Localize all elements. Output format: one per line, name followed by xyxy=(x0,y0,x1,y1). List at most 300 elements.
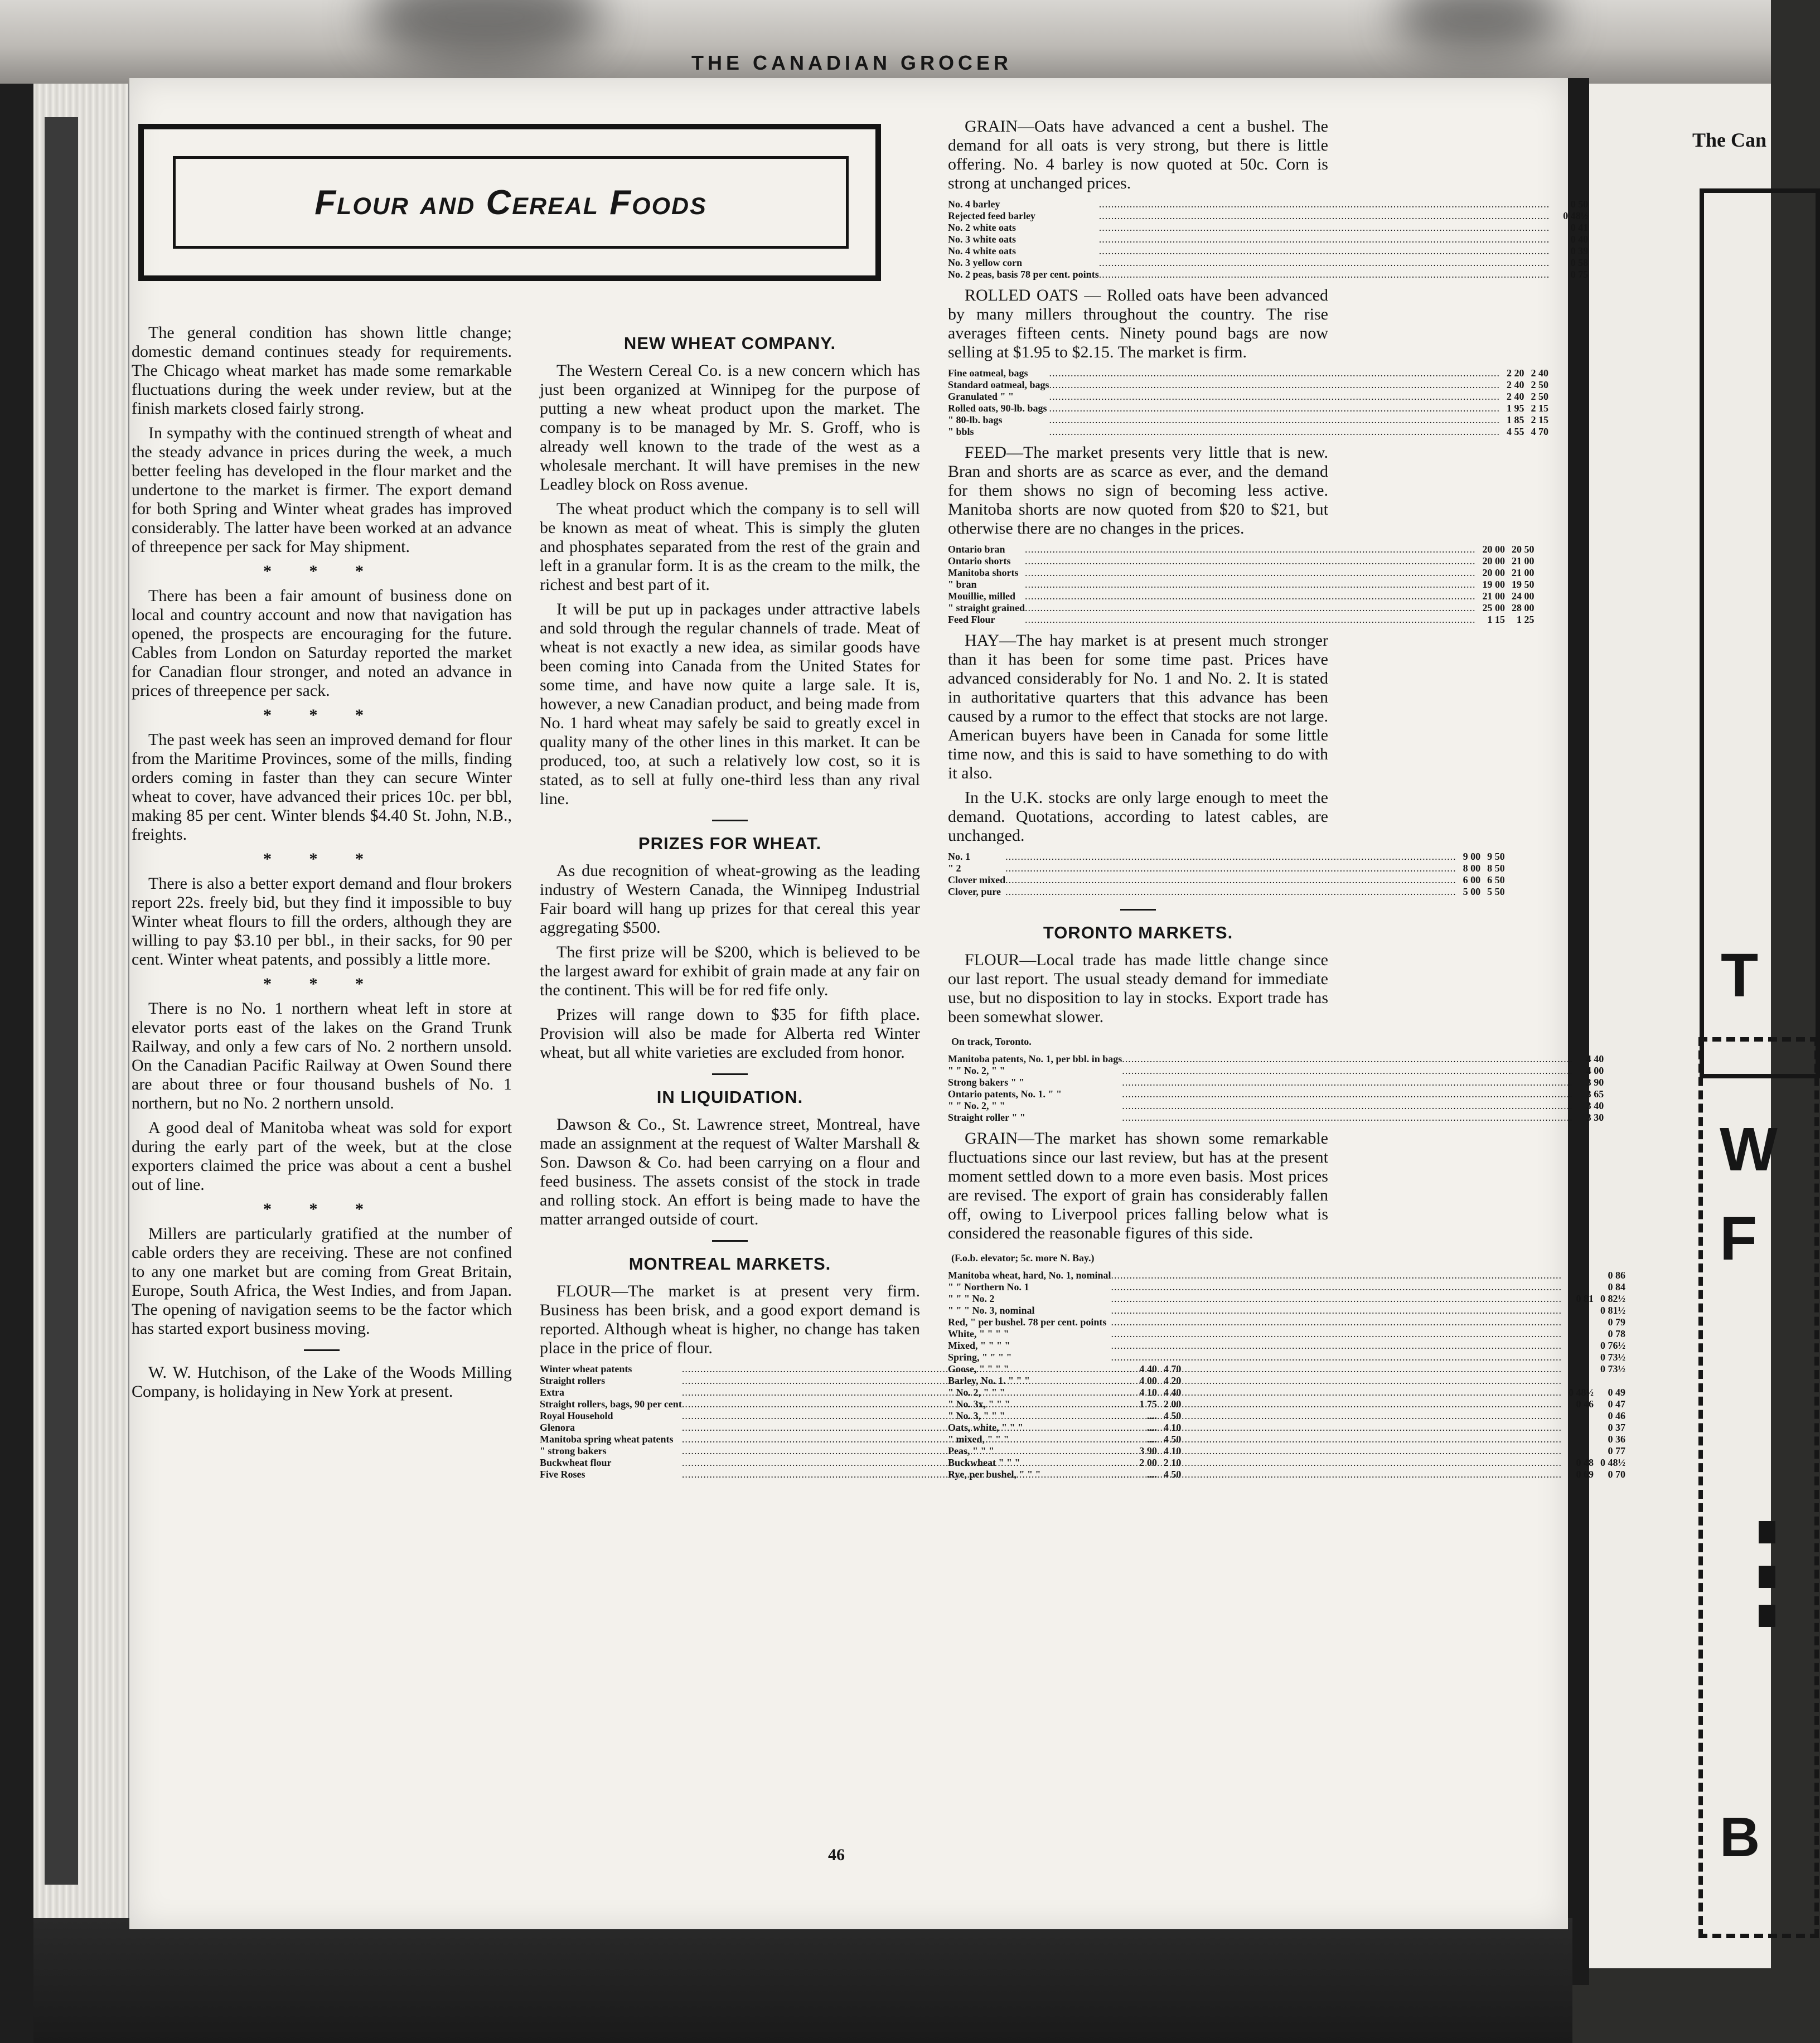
leader-dots xyxy=(1049,379,1500,391)
book-spine xyxy=(0,84,33,2043)
price-row xyxy=(948,1270,1625,1281)
article-heading: PRIZES FOR WHEAT. xyxy=(638,834,822,853)
price-high: 4 20 xyxy=(1163,1375,1182,1386)
price-high: 4 70 xyxy=(1531,426,1549,437)
price-high: 0 79 xyxy=(1608,1316,1626,1328)
price-high: 0 73½ xyxy=(1600,1352,1626,1363)
item-name: Manitoba wheat, hard, No. 1, nominal xyxy=(948,1270,1111,1281)
leader-dots xyxy=(1049,426,1500,438)
item-name: " " Northern No. 1 xyxy=(948,1281,1029,1292)
section-title: Flour and Cereal Foods xyxy=(314,183,707,222)
leader-dots xyxy=(1099,257,1550,269)
leader-dots xyxy=(1111,1270,1562,1281)
item-name: " " " No. 2 xyxy=(948,1293,995,1304)
price-low: 4 00 xyxy=(1139,1375,1157,1386)
scan-shadow xyxy=(368,0,602,67)
item-name: No. 4 barley xyxy=(948,199,1000,210)
price-high: 24 00 xyxy=(1512,590,1535,602)
paragraph: There is also a better export demand and flour brokers report 22s. freely bid, but they find it impossible to buy Winter wheat flours to fill the orders, although they are willing to pay $3.10 per bbl., in their sacks, for 90 per cent. Winter wheat patents, and possibly a little more. xyxy=(132,874,512,969)
price-high: 0 47 xyxy=(1608,1398,1626,1410)
price-low: 8 00 xyxy=(1463,863,1481,874)
leader-dots xyxy=(1122,1077,1573,1088)
price-row xyxy=(948,1352,1625,1363)
price-high: 0 76½ xyxy=(1600,1340,1626,1351)
item-name: " No. 2, " " " xyxy=(948,1387,1005,1398)
price-row xyxy=(948,1340,1625,1352)
price-high: 0 40 xyxy=(1570,234,1589,245)
separator-rule xyxy=(712,1073,748,1075)
price-row xyxy=(948,199,1588,210)
price-high: 8 50 xyxy=(1487,863,1505,874)
price-high: 0 49 xyxy=(1608,1387,1626,1398)
price-high: 3 65 xyxy=(1586,1088,1604,1100)
leader-dots xyxy=(1111,1445,1562,1457)
item-name: " mixed, " " " xyxy=(948,1434,1009,1445)
price-low xyxy=(1562,1410,1594,1422)
item-name: Manitoba patents, No. 1, per bbl. in bags xyxy=(948,1053,1122,1064)
price-low: 0 48 xyxy=(1576,1457,1594,1468)
price-high: 4 50 xyxy=(1163,1469,1182,1480)
separator-rule xyxy=(712,820,748,821)
leader-dots xyxy=(1111,1352,1562,1363)
item-name: Straight rollers, bags, 90 per cent xyxy=(540,1398,682,1410)
price-low: 19 00 xyxy=(1482,579,1505,590)
leader-dots xyxy=(1111,1281,1562,1293)
price-low: .... xyxy=(1146,1469,1157,1480)
price-high: 4 50 xyxy=(1163,1410,1182,1421)
section-separator: * * * xyxy=(263,706,380,724)
price-row xyxy=(948,567,1535,579)
price-high: 4 40 xyxy=(1586,1053,1604,1064)
price-low: 25 00 xyxy=(1482,602,1505,613)
paragraph: W. W. Hutchison, of the Lake of the Woods Milling Company, is holidaying in New York at present. xyxy=(132,1363,512,1401)
price-low: 0 46 xyxy=(1576,1398,1594,1410)
leader-dots xyxy=(1025,602,1476,614)
price-high: 0 41 xyxy=(1570,222,1589,233)
price-high: 0 84 xyxy=(1608,1281,1626,1292)
scanner-bottom xyxy=(33,1918,1572,2043)
price-row xyxy=(948,602,1535,614)
item-name: No. 2 peas, basis 78 per cent. points xyxy=(948,269,1099,280)
price-high: 4 40 xyxy=(1163,1387,1182,1398)
price-high: 0 46 xyxy=(1608,1410,1626,1421)
price-low xyxy=(1562,1422,1594,1434)
price-row xyxy=(948,245,1588,257)
price-row xyxy=(948,1434,1625,1445)
price-high: 0 73½ xyxy=(1600,1363,1626,1374)
price-low xyxy=(1550,199,1556,210)
price-high: 2 50 xyxy=(1531,391,1549,402)
price-table xyxy=(948,851,1505,898)
price-high: 0 39 xyxy=(1570,245,1589,256)
price-low xyxy=(1550,257,1556,269)
price-high: 0 78 xyxy=(1608,1328,1626,1339)
facing-page xyxy=(1589,84,1778,1968)
item-name: Oats, white, " " " xyxy=(948,1422,1023,1433)
section-title-inner-frame xyxy=(173,156,849,249)
price-row xyxy=(948,874,1505,886)
item-name: " bran xyxy=(948,579,977,590)
price-low xyxy=(1562,1434,1594,1445)
price-high xyxy=(1594,1375,1625,1387)
price-row xyxy=(948,1077,1604,1088)
price-low xyxy=(1562,1445,1594,1457)
price-high: 0 82½ xyxy=(1600,1293,1626,1304)
price-table xyxy=(948,1270,1625,1480)
paragraph: Prizes will range down to $35 for fifth place. Provision will also be made for Alberta red Winter wheat, but all white varieties are excluded from honor. xyxy=(540,1005,920,1062)
price-row xyxy=(948,863,1505,874)
price-high: 3 90 xyxy=(1586,1077,1604,1088)
facing-ad-letter: W xyxy=(1720,1115,1778,1184)
leader-dots xyxy=(1099,269,1550,280)
separator-rule xyxy=(1120,909,1156,911)
price-low: 9 00 xyxy=(1463,851,1481,862)
paragraph: There is no No. 1 northern wheat left in store at elevator ports east of the lakes on the Grand Trunk Railway, and only a few cars of No. 2 northern unsold. On the Canadian Pacific Railway at Owen Sound there are about three or four thousand bushels of No. 1 northern, but no No. 2 northern unsold. xyxy=(132,999,512,1112)
price-low: 4 55 xyxy=(1507,426,1524,437)
leader-dots xyxy=(1099,234,1550,245)
price-low: 4 40 xyxy=(1139,1363,1157,1374)
leader-dots xyxy=(1049,403,1500,414)
price-high: 4 50 xyxy=(1163,1434,1182,1445)
separator-rule xyxy=(304,1349,340,1351)
price-row xyxy=(948,210,1588,222)
book-gutter xyxy=(1568,78,1589,1985)
price-low: 0 48½ xyxy=(1569,1387,1594,1398)
item-name: White, " " " " xyxy=(948,1328,1009,1339)
facing-ad-letter: B xyxy=(1720,1806,1760,1868)
price-high: 4 00 xyxy=(1586,1065,1604,1076)
price-low: 3 90 xyxy=(1139,1445,1157,1456)
page-number: 46 xyxy=(828,1846,845,1864)
price-low: .... xyxy=(1146,1410,1157,1421)
price-row xyxy=(948,414,1548,426)
leader-dots xyxy=(1111,1410,1562,1422)
price-row xyxy=(948,1422,1625,1434)
item-name: Extra xyxy=(540,1387,564,1398)
price-low xyxy=(1550,210,1556,222)
leader-dots xyxy=(1111,1293,1562,1305)
item-name: No. 3 yellow corn xyxy=(948,257,1022,268)
page-stack-edge xyxy=(33,84,129,1918)
price-low xyxy=(1573,1065,1580,1077)
price-low: 21 00 xyxy=(1482,590,1505,602)
price-low xyxy=(1550,222,1556,234)
column-1 xyxy=(132,323,512,1407)
price-high: 0 37 xyxy=(1608,1422,1626,1433)
price-table xyxy=(948,367,1548,438)
leader-dots xyxy=(1111,1340,1562,1352)
paragraph: The past week has seen an improved demand for flour from the Maritime Provinces, some of the mills, finding orders coming in faster than they can secure Winter wheat to cover, have advanced their prices 10c. per bbl, making 85 per cent. Winter blends $4.40 St. John, N.B., freights. xyxy=(132,730,512,844)
leader-dots xyxy=(1025,614,1476,626)
item-name: Five Roses xyxy=(540,1469,585,1480)
leader-dots xyxy=(1111,1363,1562,1375)
price-row xyxy=(948,851,1505,863)
item-name: Fine oatmeal, bags xyxy=(948,367,1028,379)
item-name: " strong bakers xyxy=(540,1445,607,1456)
paragraph: There has been a fair amount of business done on local and country account and now that navigation has opened, the prospects are encouraging for the future. Cables from London on Saturday reported the market for Canadian flour stronger, and noted an advance in prices of threepence per sack. xyxy=(132,587,512,700)
price-low xyxy=(1562,1352,1594,1363)
price-high: 2 40 xyxy=(1531,367,1549,379)
paragraph: In sympathy with the continued strength of wheat and the steady advance in prices during the week, a much better feeling has developed in the flour market and the undertone to the market is firmer. The export demand for both Spring and Winter wheat grades has improved considerably. The latter have been worked at an advance of threepence per sack for May shipment. xyxy=(132,424,512,556)
price-high: 19 50 xyxy=(1512,579,1535,590)
item-name: Spring, " " " " xyxy=(948,1352,1012,1363)
price-high: 4 70 xyxy=(1163,1363,1182,1374)
price-high: 2 15 xyxy=(1531,403,1549,414)
price-row xyxy=(948,1457,1625,1469)
item-name: Rolled oats, 90-lb. bags xyxy=(948,403,1047,414)
item-name: Glenora xyxy=(540,1422,575,1433)
paragraph: Dawson & Co., St. Lawrence street, Montreal, have made an assignment at the request of Walter Marshall & Son. Dawson & Co. had been carrying on a flour and feed business. The assets consist of the stock in trade and rolling stock. An effort is being made to have the matter arranged outside of court. xyxy=(540,1115,920,1228)
price-table xyxy=(948,1053,1604,1124)
facing-ad-box xyxy=(1700,188,1820,1078)
price-row xyxy=(948,257,1588,269)
section-title-box xyxy=(138,124,881,281)
price-high: 2 00 xyxy=(1163,1398,1182,1410)
price-row xyxy=(948,590,1535,602)
leader-dots xyxy=(1111,1387,1562,1398)
paragraph: FEED—The market presents very little that is new. Bran and shorts are as scarce as ever, and the demand for them shows no sign of becoming less active. Manitoba shorts are now quoted from $20 to $21, but otherwise there are no changes in the prices. xyxy=(948,443,1328,538)
price-row xyxy=(948,1363,1625,1375)
price-table xyxy=(948,544,1535,626)
column-3 xyxy=(948,117,1626,1486)
paragraph: The Western Cereal Co. is a new concern which has just been organized at Winnipeg for the purpose of putting a new wheat product upon the market. The company is to be managed by Mr. S. Groff, who is already well known to the trade of the west as a wholesale merchant. It will have premises in the new Leadley block on Ross avenue. xyxy=(540,361,920,493)
item-name: " " " No. 3, nominal xyxy=(948,1305,1035,1316)
facing-ad-dashed-box xyxy=(1698,1037,1819,1938)
price-high: 3 40 xyxy=(1586,1100,1604,1111)
paragraph: The first prize will be $200, which is believed to be the largest award for exhibit of grain made at any fair on the continent. This will be for red fife only. xyxy=(540,943,920,999)
leader-dots xyxy=(1049,414,1500,426)
leader-dots xyxy=(1099,245,1550,257)
item-name: No. 3 white oats xyxy=(948,234,1016,245)
paragraph: FLOUR—Local trade has made little change since our last report. The usual steady demand for immediate use, but no disposition to lay in stocks. Export trade has been somewhat slower. xyxy=(948,951,1328,1026)
price-high: 0 48½ xyxy=(1563,210,1589,221)
article-heading: NEW WHEAT COMPANY. xyxy=(623,333,836,353)
leader-dots xyxy=(1005,851,1456,863)
leader-dots xyxy=(1111,1398,1562,1410)
item-name: " " No. 2, " " xyxy=(948,1065,1005,1076)
item-name: Standard oatmeal, bags xyxy=(948,379,1049,390)
price-row xyxy=(948,544,1535,555)
price-row xyxy=(948,1375,1625,1387)
leader-dots xyxy=(1111,1328,1562,1340)
item-name: Mouillie, milled xyxy=(948,590,1015,602)
price-row xyxy=(948,1445,1625,1457)
price-row xyxy=(948,426,1548,438)
price-low: 20 00 xyxy=(1482,567,1505,578)
item-name: Red, " per bushel. 78 per cent. points xyxy=(948,1316,1107,1328)
price-row xyxy=(948,379,1548,391)
facing-ad-letter: T xyxy=(1721,941,1759,1010)
item-name: Clover mixed xyxy=(948,874,1006,885)
price-low: 5 00 xyxy=(1463,886,1481,897)
price-low xyxy=(1550,234,1556,245)
leader-dots xyxy=(1111,1305,1562,1316)
price-low: 2 00 xyxy=(1139,1457,1157,1468)
item-name: " 80-lb. bags xyxy=(948,414,1003,425)
price-low: .... xyxy=(1146,1422,1157,1433)
section-separator: * * * xyxy=(263,562,380,580)
paragraph: HAY—The hay market is at present much stronger than it has been for some time past. Prices have advanced considerably for No. 1 and No. 2. It is stated in authoritative quarters that this advance has been caused by a rumor to the effect that stocks are not large. American buyers have been in Canada for some little time now, and this is said to have something to do with it also. xyxy=(948,631,1328,782)
item-name: Manitoba shorts xyxy=(948,567,1019,578)
price-row xyxy=(948,1100,1604,1112)
price-low xyxy=(1562,1316,1594,1328)
price-low xyxy=(1573,1100,1580,1112)
price-high: 3 30 xyxy=(1586,1112,1604,1123)
price-row xyxy=(948,1281,1625,1293)
facing-ad-fragment xyxy=(1759,1521,1775,1543)
leader-dots xyxy=(1111,1316,1562,1328)
price-high: 9 50 xyxy=(1487,851,1505,862)
leader-dots xyxy=(1049,391,1500,403)
leader-dots xyxy=(1111,1469,1562,1480)
price-row xyxy=(948,555,1535,567)
leader-dots xyxy=(1049,367,1500,379)
price-low xyxy=(1573,1053,1580,1065)
item-name: Strong bakers " " xyxy=(948,1077,1025,1088)
running-head: THE CANADIAN GROCER xyxy=(691,51,1013,74)
price-row xyxy=(948,234,1588,245)
price-row xyxy=(948,1316,1625,1328)
item-name: Mixed, " " " " xyxy=(948,1340,1010,1351)
item-name: Royal Household xyxy=(540,1410,613,1421)
leader-dots xyxy=(1099,222,1550,234)
price-low xyxy=(1562,1328,1594,1340)
leader-dots xyxy=(1111,1457,1562,1469)
leader-dots xyxy=(1025,579,1476,590)
item-name: " straight grained xyxy=(948,602,1025,613)
item-name: Manitoba spring wheat patents xyxy=(540,1434,674,1445)
item-name: Feed Flour xyxy=(948,614,995,625)
price-high: 6 50 xyxy=(1487,874,1505,885)
leader-dots xyxy=(1099,210,1550,222)
price-row xyxy=(948,579,1535,590)
price-row xyxy=(948,1398,1625,1410)
leader-dots xyxy=(1122,1065,1573,1077)
price-high: 5 50 xyxy=(1487,886,1505,897)
price-low: 6 00 xyxy=(1463,874,1481,885)
price-row xyxy=(948,1293,1625,1305)
scan-shadow xyxy=(1394,0,1561,56)
paragraph: As due recognition of wheat-growing as the leading industry of Western Canada, the Winnipeg Industrial Fair board will hang up prizes for that cereal this year aggregating $500. xyxy=(540,861,920,937)
item-name: Ontario patents, No. 1. " " xyxy=(948,1088,1062,1100)
section-separator: * * * xyxy=(263,1200,380,1218)
item-name: Winter wheat patents xyxy=(540,1363,632,1374)
price-high: 20 50 xyxy=(1512,544,1535,555)
item-name: Ontario bran xyxy=(948,544,1005,555)
price-row xyxy=(948,391,1548,403)
price-high: 2 10 xyxy=(1163,1457,1182,1468)
item-name: Rejected feed barley xyxy=(948,210,1035,221)
price-row xyxy=(948,1053,1604,1065)
item-name: No. 1 xyxy=(948,851,970,862)
price-low: 4 10 xyxy=(1139,1387,1157,1398)
leader-dots xyxy=(1025,555,1476,567)
price-row xyxy=(948,269,1588,280)
price-row xyxy=(948,1305,1625,1316)
price-row xyxy=(948,1065,1604,1077)
price-high: 4 10 xyxy=(1163,1422,1182,1433)
leader-dots xyxy=(1005,874,1456,886)
price-high: 2 50 xyxy=(1531,379,1549,390)
leader-dots xyxy=(1111,1434,1562,1445)
table-caption: On track, Toronto. xyxy=(951,1036,1032,1047)
price-table xyxy=(948,199,1588,280)
facing-ad-fragment xyxy=(1759,1605,1775,1627)
price-low xyxy=(1562,1340,1594,1352)
item-name: Buckwheat flour xyxy=(540,1457,612,1468)
leader-dots xyxy=(1099,199,1550,210)
price-low: 0 81 xyxy=(1576,1293,1594,1304)
price-row xyxy=(948,367,1548,379)
paragraph: In the U.K. stocks are only large enough to meet the demand. Quotations, according to latest cables, are unchanged. xyxy=(948,788,1328,845)
facing-ad-fragment xyxy=(1759,1566,1775,1588)
price-low xyxy=(1573,1112,1580,1124)
item-name: Buckwheat " " " xyxy=(948,1457,1020,1468)
item-name: Clover, pure xyxy=(948,886,1001,897)
price-row xyxy=(948,614,1535,626)
item-name: No. 4 white oats xyxy=(948,245,1016,256)
item-name: " " No. 2, " " xyxy=(948,1100,1005,1111)
price-high: 0 75 xyxy=(1570,269,1589,280)
price-low xyxy=(1562,1281,1594,1293)
price-row xyxy=(948,1469,1625,1480)
price-row xyxy=(948,403,1548,414)
item-name: Peas, " " " xyxy=(948,1445,994,1456)
leader-dots xyxy=(1122,1100,1573,1112)
price-high: 21 00 xyxy=(1512,567,1535,578)
price-low xyxy=(1550,269,1556,280)
leader-dots xyxy=(1122,1053,1573,1065)
table-caption: (F.o.b. elevator; 5c. more N. Bay.) xyxy=(951,1252,1095,1263)
section-separator: * * * xyxy=(263,975,380,993)
price-row xyxy=(948,886,1505,898)
price-row xyxy=(948,222,1588,234)
price-low xyxy=(1562,1375,1594,1387)
separator-rule xyxy=(712,1240,748,1242)
price-high: 0 81½ xyxy=(1600,1305,1626,1316)
item-name: " 2 xyxy=(948,863,961,874)
price-high: 0 70 xyxy=(1608,1469,1626,1480)
item-name: Ontario shorts xyxy=(948,555,1011,567)
item-name: Rye, per bushel, " " " xyxy=(948,1469,1041,1480)
article-heading: MONTREAL MARKETS. xyxy=(628,1254,831,1274)
paragraph: GRAIN—The market has shown some remarkable fluctuations since our last review, but has at the present moment settled down to a more even basis. Most prices are revised. The export of grain has considerably fallen off, owing to Liverpool prices falling below what is considered the reasonable figures of this side. xyxy=(948,1129,1328,1242)
price-low xyxy=(1562,1363,1594,1375)
item-name: Goose, " " " " xyxy=(948,1363,1009,1374)
leader-dots xyxy=(1111,1375,1562,1387)
item-name: Straight rollers xyxy=(540,1375,606,1386)
leader-dots xyxy=(1025,590,1476,602)
price-low: 1 15 xyxy=(1487,614,1505,625)
item-name: Straight roller " " xyxy=(948,1112,1025,1123)
article-heading: TORONTO MARKETS. xyxy=(1043,923,1233,942)
price-low: 1 75 xyxy=(1139,1398,1157,1410)
price-low: 2 20 xyxy=(1507,367,1524,379)
facing-ad-letter: F xyxy=(1720,1204,1758,1273)
section-separator: * * * xyxy=(263,850,380,868)
price-high: 2 15 xyxy=(1531,414,1549,425)
price-low xyxy=(1562,1270,1594,1281)
paragraph: ROLLED OATS — Rolled oats have been advanced by many millers throughout the country. The rise averages fifteen cents. Ninety pound bags are now selling at $1.95 to $2.15. The market is firm. xyxy=(948,286,1328,361)
price-low: 2 40 xyxy=(1507,379,1524,390)
price-high: 28 00 xyxy=(1512,602,1535,613)
price-low: 1 85 xyxy=(1507,414,1524,425)
price-high: 0 50 xyxy=(1570,199,1589,210)
item-name: Barley, No. 1. " " " xyxy=(948,1375,1030,1386)
price-low: 20 00 xyxy=(1482,555,1505,567)
leader-dots xyxy=(1025,544,1476,555)
paragraph: The general condition has shown little change; domestic demand continues steady for requirements. The Chicago wheat market has made some remarkable fluctuations during the week under review, but at the finish markets closed fairly strong. xyxy=(132,323,512,418)
